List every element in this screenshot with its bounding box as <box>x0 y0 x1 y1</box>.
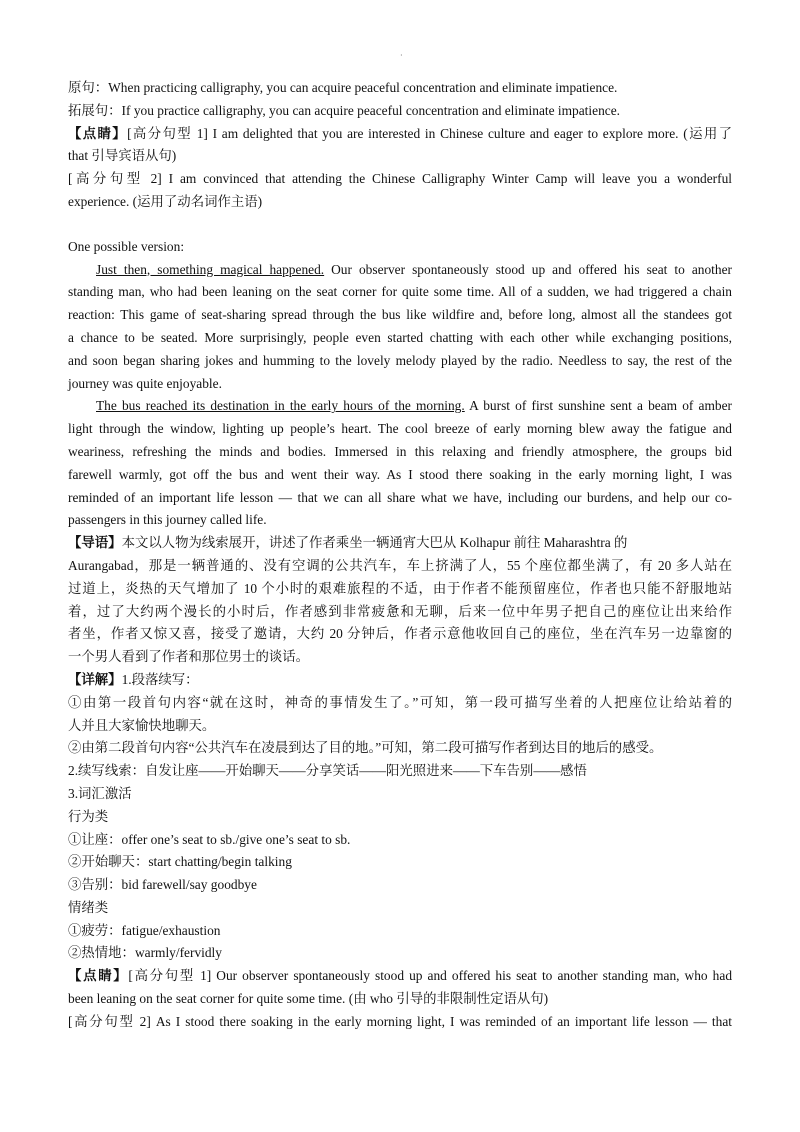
detail-line-j: ③告别：bid farewell/say goodbye <box>68 877 257 893</box>
guide-line-6: 一个男人看到了作者和那位男士的谈话。 <box>68 649 310 665</box>
guide-text: 本文以人物为线索展开，讲述了作者乘坐一辆通宵大巴从 Kolhapur 前往 Maharashtra 的 <box>121 535 628 551</box>
dianjing-line-1 <box>68 965 732 988</box>
paragraph-1-line-6: journey was quite enjoyable. <box>68 375 222 391</box>
paragraph-1-line-3: reaction: This game of seat-sharing spread through the bus like wildfire and, before long, almost all the standees got <box>68 307 732 323</box>
pattern-2-line-1: [高分句型 2] I am convinced that attending the Chinese Calligraphy Winter Camp will leave you a wonderful <box>68 171 732 187</box>
detail-line-c: 人并且大家愉快地聊天。 <box>68 717 216 733</box>
paragraph-1-text: Our observer spontaneously stood up and offered his seat to another <box>324 261 732 277</box>
guide-line-2: Aurangabad，那是一辆普通的、没有空调的公共汽车，车上挤满了人，55 个座位都坐满了，有 20 多人站在 <box>68 557 732 573</box>
detail-line-k: 情绪类 <box>68 899 109 915</box>
version-heading: One possible version: <box>68 238 185 254</box>
detail-line-i: ②开始聊天：start chatting/begin talking <box>68 854 292 870</box>
expanded-sentence: 拓展句：If you practice calligraphy, you can acquire peaceful concentration and eliminate impatience. <box>68 102 620 118</box>
detail-line-f: 3.词汇激活 <box>68 785 132 801</box>
paragraph-2-line-4: farewell warmly, got off the bus and went their way. As I stood there soaking in the early morning light, I was <box>68 466 732 482</box>
detail-line-g: 行为类 <box>68 808 109 824</box>
detail-text: 1.段落续写： <box>121 671 199 687</box>
guide-line-4: 着，过了大约两个漫长的小时后，作者感到非常疲惫和无聊，后来一位中年男子把自己的座位让出来给作 <box>68 603 732 619</box>
paragraph-1-line-4: a chance to be seated. More surprisingly, people even started chatting with each other while exchanging positions, <box>68 329 732 345</box>
dianjing-tag: 【点睛】 <box>68 968 129 984</box>
paragraph-1-opening: Just then, something magical happened. <box>96 261 325 277</box>
guide-line-3: 过道上，炎热的天气增加了 10 个小时的艰难旅程的不适，由于作者不能预留座位，作者也只能不舒服地站 <box>68 580 732 596</box>
detail-line-e: 2.续写线索：自发让座——开始聊天——分享笑话——阳光照进来——下车告别——感悟 <box>68 763 587 779</box>
dianjing-line-3: [高分句型 2] As I stood there soaking in the early morning light, I was reminded of an important life lesson — that <box>68 1013 732 1029</box>
detail-tag: 【详解】 <box>68 671 122 687</box>
paragraph-2-line-3: weariness, refreshing the minds and bodies. Immersed in this relaxing and friendly atmosphere, the groups bid <box>68 443 732 459</box>
paragraph-2-line-6: passengers in this journey called life. <box>68 512 267 528</box>
guide-tag: 【导语】 <box>68 535 122 551</box>
detail-line-l: ①疲劳：fatigue/exhaustion <box>68 922 221 938</box>
original-sentence: 原句：When practicing calligraphy, you can acquire peaceful concentration and eliminate impatience. <box>68 80 618 95</box>
page-mark: · <box>400 51 403 60</box>
paragraph-1-line-2: standing man, who had been leaning on the seat corner for quite some time. All of a sudden, we had triggered a chain <box>68 284 732 300</box>
paragraph-2-line-2: light through the window, lighting up people’s heart. The cool breeze of early morning blew away the fatigue and <box>68 421 732 437</box>
paragraph-2-line-1 <box>68 395 732 418</box>
detail-line-d: ②由第二段首句内容“公共汽车在凌晨到达了目的地。”可知，第二段可描写作者到达目的地后的感受。 <box>68 740 663 756</box>
paragraph-1-line-5: and soon began sharing jokes and humming to the lovely melody played by the radio. Needless to say, the rest of the <box>68 352 732 368</box>
dianjing-text: [高分句型 1] Our observer spontaneously stood up and offered his seat to another standing man, who had <box>128 968 733 984</box>
dianjing-line-2: been leaning on the seat corner for quite some time. (由 who 引导的非限制性定语从句) <box>68 991 549 1007</box>
guide-line-1 <box>68 532 732 555</box>
detail-heading <box>68 669 732 692</box>
document-body <box>68 77 732 1034</box>
detail-line-b: ①由第一段首句内容“就在这时，神奇的事情发生了。”可知，第一段可描写坐着的人把座位让给站着的 <box>68 694 732 710</box>
highlight-line-1 <box>68 123 732 146</box>
highlight-tag: 【点睛】 <box>68 125 128 141</box>
paragraph-2-text: A burst of first sunshine sent a beam of amber <box>464 398 733 414</box>
highlight-line-2: that 引导宾语从句) <box>68 148 177 164</box>
guide-line-5: 者坐，作者又惊又喜，接受了邀请，大约 20 分钟后，作者示意他收回自己的座位，坐在汽车另一边靠窗的 <box>68 626 732 642</box>
pattern-2-line-2: experience. (运用了动名词作主语) <box>68 193 263 209</box>
paragraph-2-opening: The bus reached its destination in the early hours of the morning. <box>96 398 465 414</box>
paragraph-2-line-5: reminded of an important life lesson — that we can all share what we have, including our burdens, and help our co- <box>68 489 732 505</box>
detail-line-m: ②热情地：warmly/fervidly <box>68 945 222 961</box>
detail-line-h: ①让座：offer one’s seat to sb./give one’s seat to sb. <box>68 831 351 847</box>
paragraph-1-line-1 <box>68 259 732 282</box>
highlight-text: [高分句型 1] I am delighted that you are interested in Chinese culture and eager to explore more. (运用了 <box>127 125 732 141</box>
